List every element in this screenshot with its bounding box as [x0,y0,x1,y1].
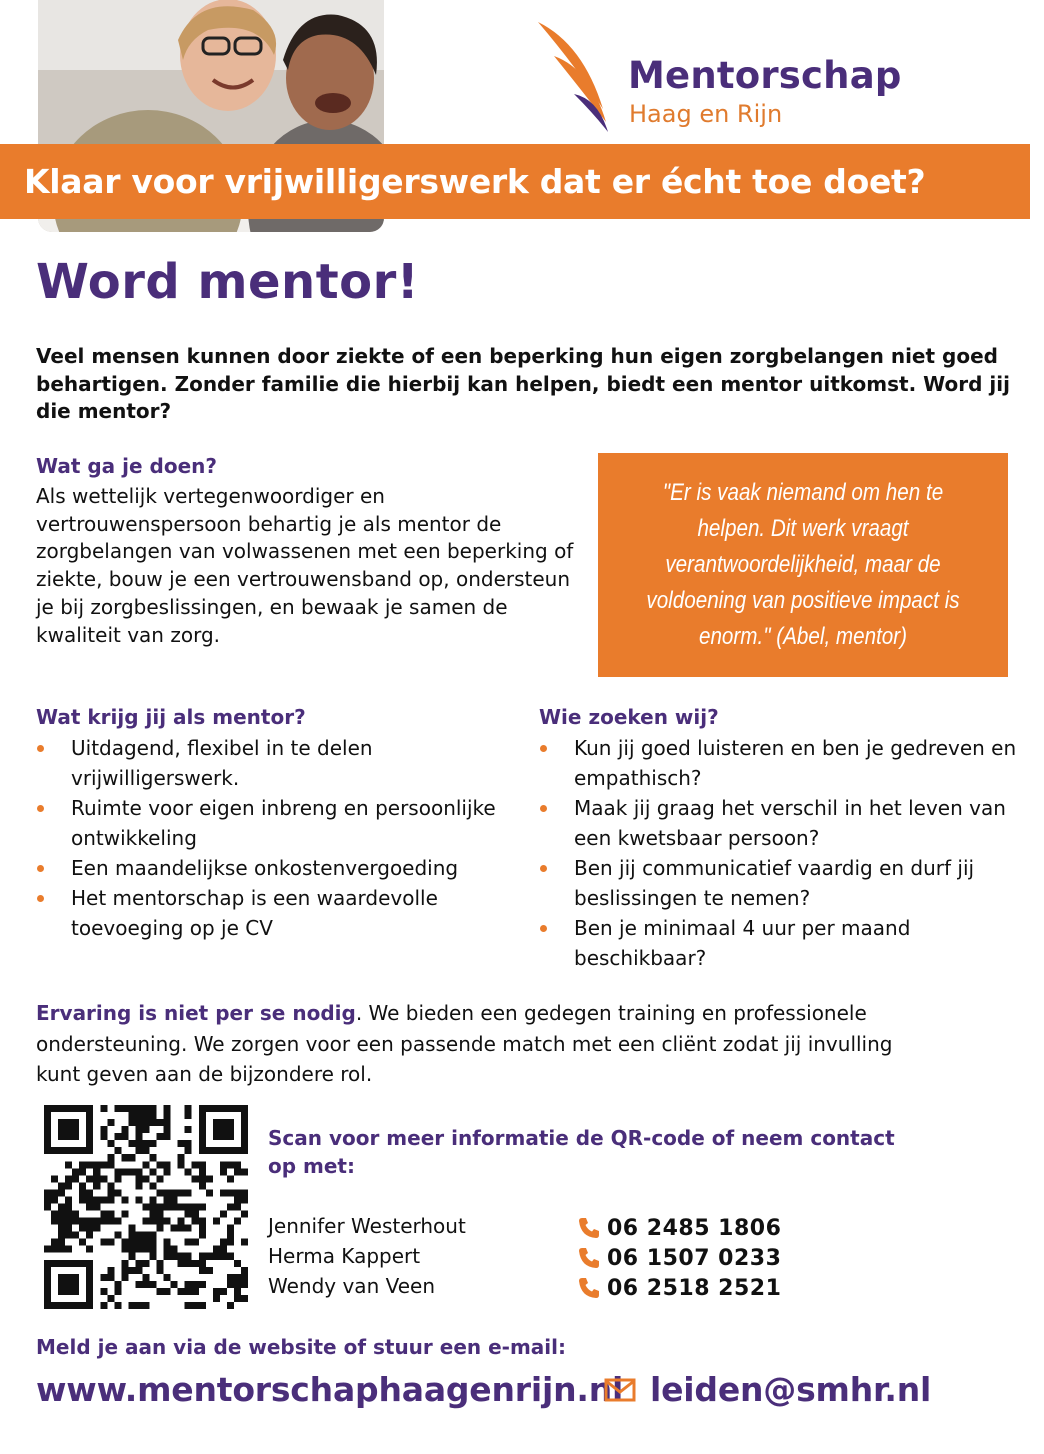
experience-rest: . We bieden een gedegen training en professionele ondersteuning. We zorgen voor een passende match met een cliënt zodat jij invulling kunt geven aan de bijzondere rol. [36,1001,893,1086]
scan-text: Scan voor meer informatie de QR-code of neem contact op met: [268,1126,895,1178]
section-heading-krijg: Wat krijg jij als mentor? [36,705,306,729]
logo [528,14,948,134]
contact-phone[interactable] [577,1273,781,1303]
email-link[interactable]: leiden@smhr.nl [650,1370,932,1409]
website-link[interactable]: www.mentorschaphaagenrijn.nl [36,1370,624,1409]
list-item: Uitdagend, flexibel in te delen vrijwilligerswerk. [36,733,526,793]
banner-text: Klaar voor vrijwilligerswerk dat er écht toe doet? [24,162,926,201]
logo-title: Mentorschap [628,54,902,97]
contact-phone[interactable] [577,1213,781,1243]
logo-subtitle: Haag en Rijn [629,100,783,128]
phone-number: 06 1507 0233 [607,1245,782,1271]
list-item: Kun jij goed luisteren en ben je gedreven en empathisch? [539,733,1029,793]
phone-number: 06 2518 2521 [607,1275,782,1301]
list-item: Maak jij graag het verschil in het leven van een kwetsbaar persoon? [539,793,1029,853]
benefits-list [36,733,526,943]
requirements-list [539,733,1029,973]
quote-text: "Er is vaak niemand om hen te helpen. Dit werk vraagt verantwoordelijkheid, maar de voldoening van positieve impact is enorm." (Abel, mentor) [646,479,960,650]
qr-code[interactable] [44,1105,248,1309]
phone-icon [577,1246,601,1270]
list-item: Een maandelijkse onkostenvergoeding [36,853,526,883]
intro-text: Veel mensen kunnen door ziekte of een beperking hun eigen zorgbelangen niet goed behartigen. Zonder familie die hierbij kan helpen, biedt een mentor uitkomst. Word jij die mentor? [36,344,1010,423]
list-item: Ruimte voor eigen inbreng en persoonlijke ontwikkeling [36,793,526,853]
logo-flame-icon [528,14,638,134]
page-title: Word mentor! [36,254,420,310]
list-item: Ben je minimaal 4 uur per maand beschikbaar? [539,913,1029,973]
experience-text [36,998,896,1090]
signup-text: Meld je aan via de website of stuur een e-mail: [36,1335,566,1359]
banner [0,144,1030,219]
contact-phone[interactable] [577,1243,781,1273]
list-item: Het mentorschap is een waardevolle toevoeging op je CV [36,883,526,943]
list-item: Ben jij communicatief vaardig en durf jij beslissingen te nemen? [539,853,1029,913]
contact-name: Herma Kappert [268,1244,421,1268]
quote-box [598,453,1008,677]
contact-name: Jennifer Westerhout [268,1214,466,1238]
section-heading-zoeken: Wie zoeken wij? [539,705,719,729]
phone-icon [577,1276,601,1300]
mail-icon [604,1378,636,1402]
experience-bold: Ervaring is niet per se nodig [36,1001,356,1025]
contact-name: Wendy van Veen [268,1274,436,1298]
section-heading-doen: Wat ga je doen? [36,454,217,478]
phone-icon [577,1216,601,1240]
phone-number: 06 2485 1806 [607,1215,782,1241]
section-body-doen: Als wettelijk vertegenwoordiger en vertrouwenspersoon behartig je als mentor de zorgbelangen van volwassenen met een beperking of ziekte, bouw je een vertrouwensband op, ondersteun je bij zorgbeslissingen, en bewaak je samen de kwaliteit van zorg. [36,484,574,647]
